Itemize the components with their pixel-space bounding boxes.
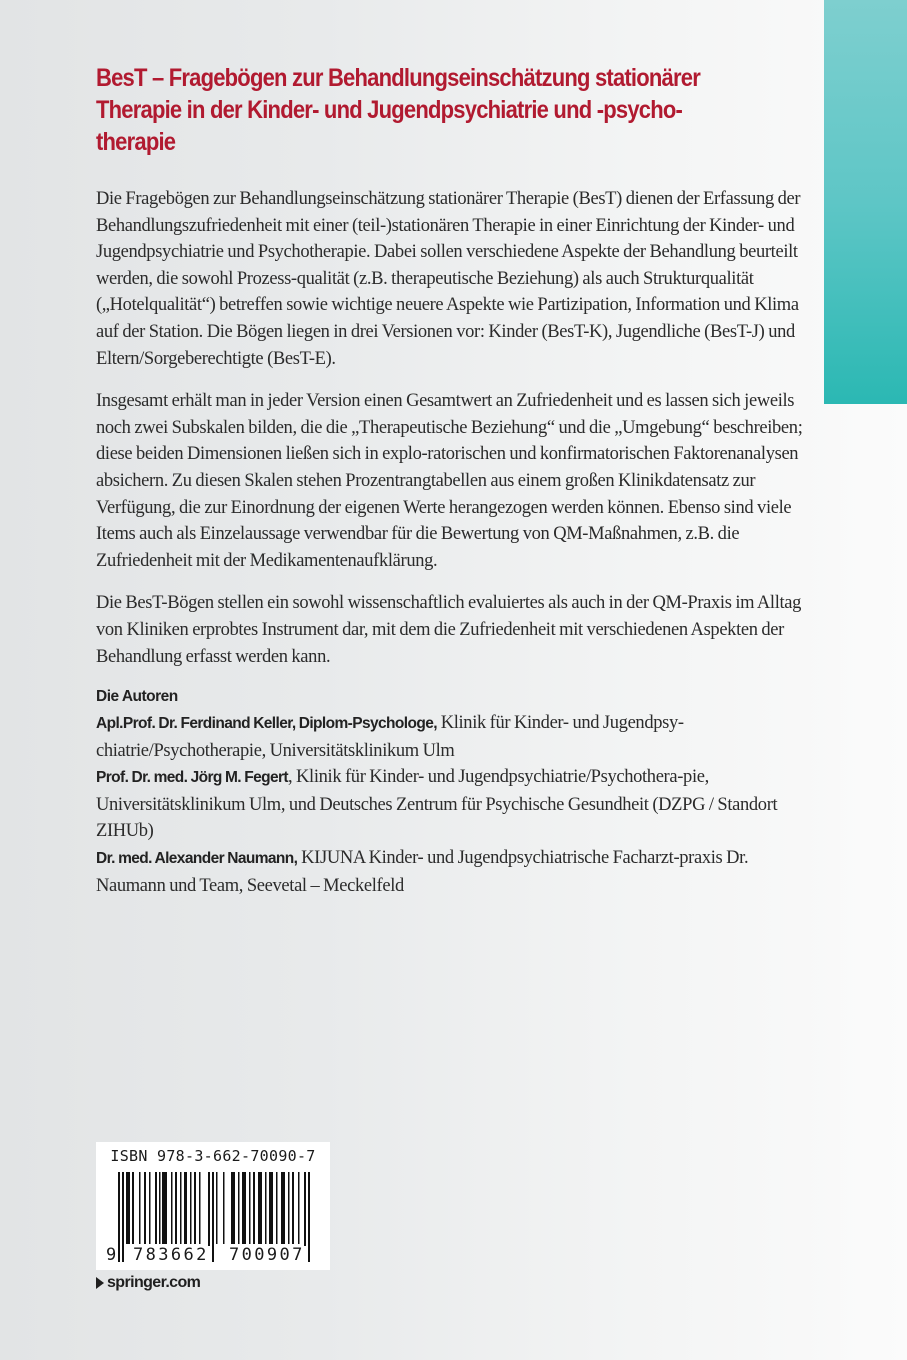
author-name: Apl.Prof. Dr. Ferdinand Keller, Diplom-Psychologe, bbox=[96, 715, 437, 733]
author-entry-fegert bbox=[96, 764, 816, 845]
author-name: Dr. med. Alexander Naumann, bbox=[96, 850, 298, 868]
title-line-2: Therapie in der Kinder- und Jugendpsychiatrie und -psycho- bbox=[96, 96, 683, 124]
back-cover-content bbox=[96, 62, 816, 899]
author-entry-naumann bbox=[96, 845, 816, 899]
author-name: Prof. Dr. med. Jörg M. Fegert bbox=[96, 769, 288, 787]
description-paragraph-1: Die Fragebögen zur Behandlungseinschätzung stationärer Therapie (BesT) dienen der Erfassung der Behandlungszufriedenheit mit einer (teil-)stationären Therapie in einer Einrichtung der Kinder- und Jugendpsychiatrie und Psychotherapie. Dabei sollen verschiedene Aspekte der Behandlung beurteilt werden, die sowohl Prozess-qualität (z.B. therapeutische Beziehung) als auch Strukturqualität („Hotelqualität“) betreffen sowie wichtige neuere Aspekte wie Partizipation, Information und Klima auf der Station. Die Bögen liegen in drei Versionen vor: Kinder (BesT-K), Jugendliche (BesT-J) und Eltern/Sorgeberechtigte (BesT-E). bbox=[96, 189, 801, 369]
triangle-right-icon bbox=[96, 1277, 104, 1289]
author-affiliation: , Klinik für Kinder- und Jugendpsychiatrie/Psychothera-pie, Universitätsklinikum Ulm, und Deutsches Zentrum für Psychische Gesundheit (DZPG / Standort ZIHUb) bbox=[96, 767, 778, 842]
book-title bbox=[96, 62, 800, 158]
teal-accent-strip bbox=[824, 0, 907, 404]
publisher-link[interactable] bbox=[96, 1274, 200, 1292]
title-line-3: therapie bbox=[96, 128, 176, 156]
description-paragraph-2: Insgesamt erhält man in jeder Version einen Gesamtwert an Zufriedenheit und es lassen sich jeweils noch zwei Subskalen bilden, die die „Therapeutische Beziehung“ und die „Umgebung“ beschreiben; diese beiden Dimensionen ließen sich in explo-ratorischen und konfirmatorischen Faktorenanalysen absichern. Zu diesen Skalen stehen Prozentrangtabellen aus einem großen Klinikdatensatz zur Verfügung, die zur Einordnung der eigenen Werte herangezogen werden können. Ebenso sind viele Items auch als Einzelaussage verwendbar für die Bewertung von QM-Maßnahmen, z.B. die Zufriedenheit mit der Medikamentenaufklärung. bbox=[96, 391, 803, 571]
description-paragraph-3: Die BesT-Bögen stellen ein sowohl wissenschaftlich evaluiertes als auch in der QM-Praxis im Alltag von Kliniken erprobtes Instrument dar, mit dem die Zufriedenheit mit verschiedenen Aspekten der Behandlung erfasst werden kann. bbox=[96, 593, 802, 667]
isbn-label: ISBN 978-3-662-70090-7 bbox=[110, 1147, 316, 1165]
barcode-digits-left: 783662 bbox=[133, 1245, 209, 1265]
author-affiliation: Klinik für Kinder- und Jugendpsy-chiatrie/Psychotherapie, Universitätsklinikum Ulm bbox=[96, 713, 684, 761]
barcode-digit-first: 9 bbox=[106, 1245, 117, 1265]
barcode-digits-right: 700907 bbox=[229, 1245, 305, 1265]
authors-heading: Die Autoren bbox=[96, 688, 178, 706]
author-affiliation: KIJUNA Kinder- und Jugendpsychiatrische Facharzt-praxis Dr. Naumann und Team, Seevetal – Meckelfeld bbox=[96, 848, 749, 896]
isbn-barcode bbox=[96, 1142, 330, 1270]
publisher-link-text[interactable]: springer.com bbox=[107, 1274, 201, 1291]
title-line-1: BesT – Fragebögen zur Behandlungseinschätzung stationärer bbox=[96, 64, 700, 92]
author-entry-keller bbox=[96, 710, 816, 764]
